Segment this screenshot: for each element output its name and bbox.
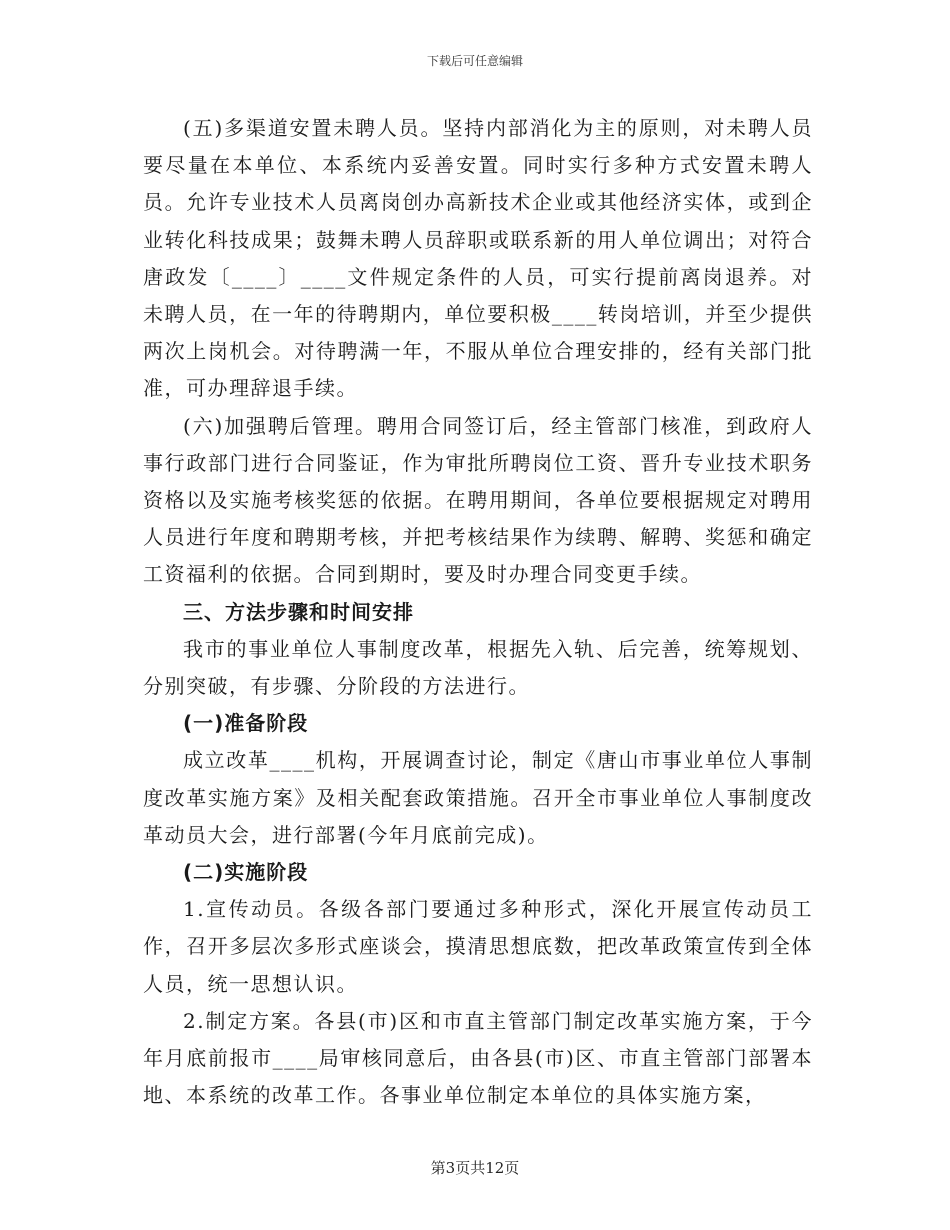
subheading-preparation-stage: (一)准备阶段 (183, 711, 309, 736)
paragraph-section-5: (五)多渠道安置未聘人员。坚持内部消化为主的原则，对未聘人员要尽量在本单位、本系统内妥善安置。同时实行多种方式安置未聘人员。允许专业技术人员离岗创办高新技术企业或其他经济实体，或到企业转化科技成果；鼓舞未聘人员辞职或联系新的用人单位调出；对符合唐政发〔____〕____文件规定条件的人员，可实行提前离岗退养。对未聘人员，在一年的待聘期内，单位要积极____转岗培训，并至少提供两次上岗机会。对待聘满一年，不服从单位合理安排的，经有关部门批准，可办理辞退手续。 (143, 116, 813, 401)
paragraph-method-intro: 我市的事业单位人事制度改革，根据先入轨、后完善，统筹规划、分别突破，有步骤、分阶段的方法进行。 (143, 636, 813, 699)
paragraph-plan: 2.制定方案。各县(市)区和市直主管部门制定改革实施方案，于今年月底前报市____局审核同意后，由各县(市)区、市直主管部门部署本地、本系统的改革工作。各事业单位制定本单位的具体实施方案， (143, 1008, 813, 1108)
paragraph-publicity: 1.宣传动员。各级各部门要通过多种形式，深化开展宣传动员工作，召开多层次多形式座谈会，摸清思想底数，把改革政策宣传到全体人员，统一思想认识。 (143, 897, 813, 996)
page-number: 第3页共12页 (430, 1159, 520, 1177)
document-body (143, 110, 813, 1114)
section-heading-3: 三、方法步骤和时间安排 (183, 599, 414, 624)
paragraph-section-6: (六)加强聘后管理。聘用合同签订后，经主管部门核准，到政府人事行政部门进行合同鉴证，作为审批所聘岗位工资、晋升专业技术职务资格以及实施考核奖惩的依据。在聘用期间，各单位要根据规定对聘用人员进行年度和聘期考核，并把考核结果作为续聘、解聘、奖惩和确定工资福利的依据。合同到期时，要及时办理合同变更手续。 (143, 413, 813, 587)
paragraph-preparation: 成立改革____机构，开展调查讨论，制定《唐山市事业单位人事制度改革实施方案》及相关配套政策措施。召开全市事业单位人事制度改革动员大会，进行部署(今年月底前完成)。 (143, 748, 813, 847)
subheading-implementation-stage: (二)实施阶段 (183, 860, 309, 885)
page-header-note: 下载后可任意编辑 (426, 54, 523, 68)
